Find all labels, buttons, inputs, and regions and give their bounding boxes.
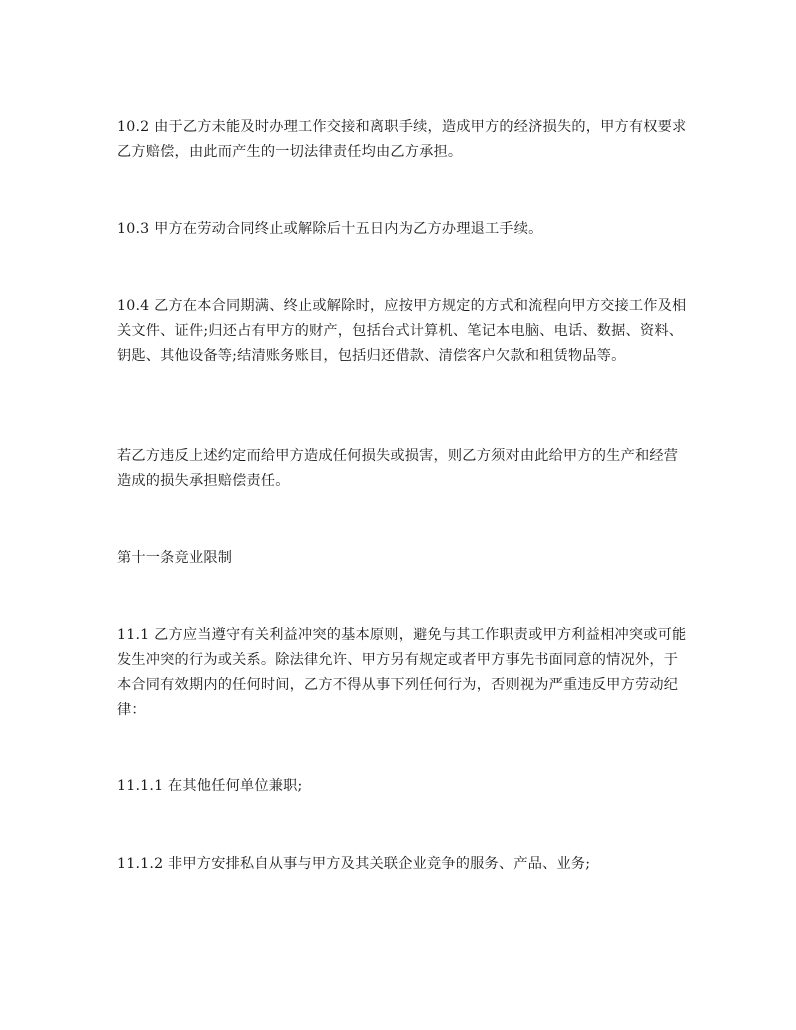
clause-11-1-1: 11.1.1 在其他任何单位兼职; (117, 778, 303, 794)
clause-11-1-2: 11.1.2 非甲方安排私自从事与甲方及其关联企业竞争的服务、产品、业务; (117, 856, 591, 872)
clause-10-3: 10.3 甲方在劳动合同终止或解除后十五日内为乙方办理退工手续。 (117, 221, 543, 237)
liability-paragraph: 若乙方违反上述约定而给甲方造成任何损失或损害，则乙方须对由此给甲方的生产和经营造成的损失承担赔偿责任。 (117, 448, 679, 489)
clause-10-4: 10.4 乙方在本合同期满、终止或解除时，应按甲方规定的方式和流程向甲方交接工作及相关文件、证件;归还占有甲方的财产，包括台式计算机、笔记本电脑、电话、数据、资料、钥匙、其他设备等;结清账务账目，包括归还借款、清偿客户欠款和租赁物品等。 (117, 298, 687, 364)
clause-10-2: 10.2 由于乙方未能及时办理工作交接和离职手续，造成甲方的经济损失的，甲方有权要求乙方赔偿，由此而产生的一切法律责任均由乙方承担。 (117, 119, 687, 160)
article-11-heading: 第十一条竞业限制 (117, 550, 233, 566)
clause-11-1: 11.1 乙方应当遵守有关利益冲突的基本原则，避免与其工作职责或甲方利益相冲突或可能发生冲突的行为或关系。除法律允许、甲方另有规定或者甲方事先书面同意的情况外，于本合同有效期内的任何时间，乙方不得从事下列任何行为，否则视为严重违反甲方劳动纪律： (117, 627, 687, 718)
